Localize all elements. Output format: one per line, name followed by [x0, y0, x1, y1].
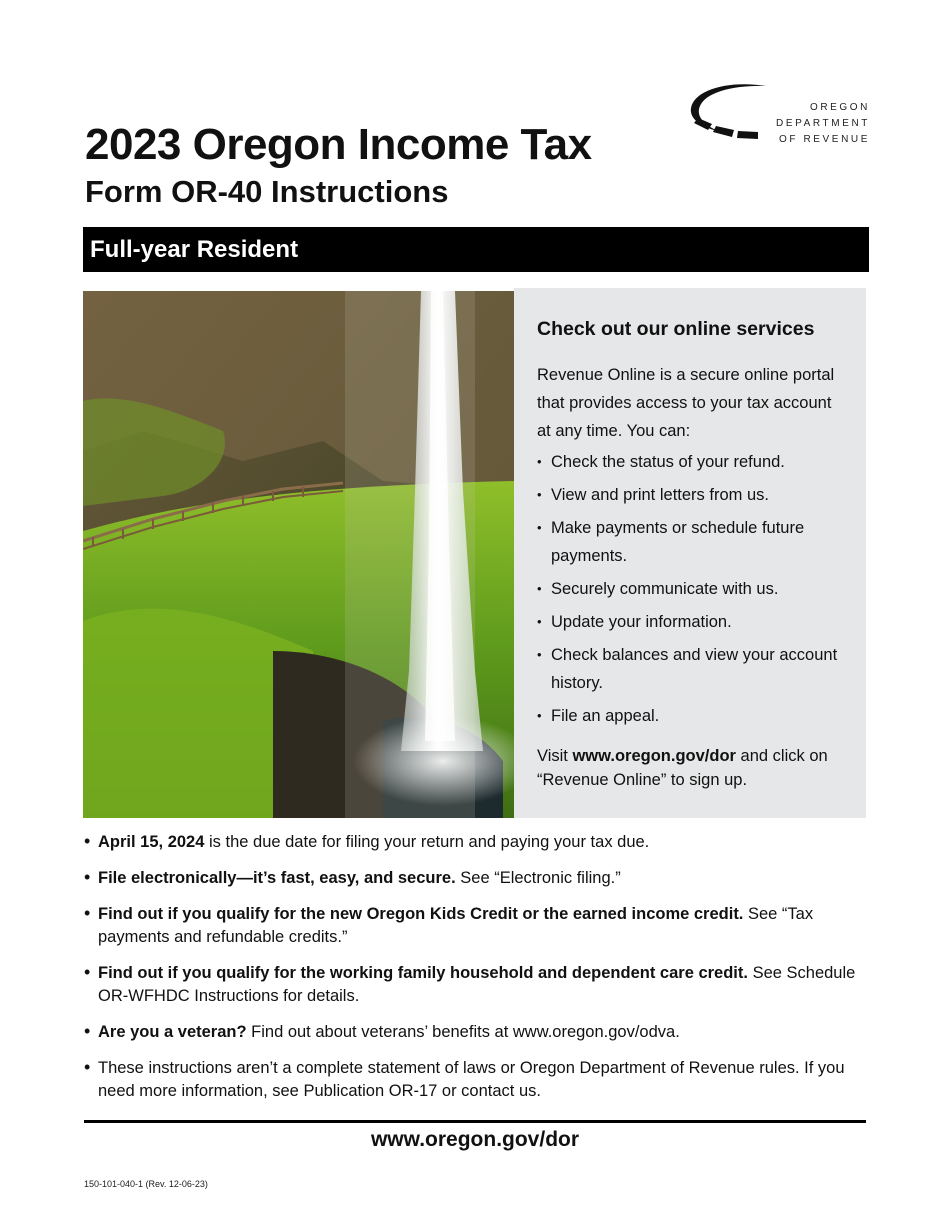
service-item-balances: • Check balances and view your account history.: [537, 641, 844, 697]
note-veteran: [84, 1021, 884, 1044]
footer-url-link[interactable]: www.oregon.gov/dor: [370, 1128, 580, 1151]
logo-line-2: DEPARTMENT: [776, 118, 870, 129]
logo-swoosh-icon: [688, 82, 768, 144]
visit-url-link[interactable]: www.oregon.gov/dor: [572, 747, 736, 765]
page-subtitle: Form OR-40 Instructions: [85, 174, 449, 209]
logo-wordmark: [776, 100, 870, 148]
note-bold-text: April 15, 2024: [98, 833, 205, 851]
note-bold-text: Find out if you qualify for the new Oregon Kids Credit or the earned income credit.: [98, 905, 744, 923]
online-services-heading: Check out our online services: [537, 318, 815, 340]
note-text: These instructions aren’t a complete statement of laws or Oregon Department of Revenue rules. If you need more information, see Publication OR-17 or contact us.: [98, 1059, 845, 1100]
footer-divider: [84, 1120, 866, 1123]
service-item-communicate: • Securely communicate with us.: [537, 575, 844, 603]
note-kids-credit: [84, 903, 884, 949]
service-item-update-info: • Update your information.: [537, 608, 844, 636]
note-text: See Schedule OR-WFHDC Instructions for details.: [98, 964, 856, 1005]
service-item-payments: • Make payments or schedule future payments.: [537, 514, 844, 570]
visit-prefix: Visit: [537, 747, 573, 765]
waterfall-illustration: [83, 291, 514, 818]
form-revision-code: 150-101-040-1 (Rev. 12-06-23): [84, 1179, 208, 1189]
note-electronic-filing: [84, 867, 884, 890]
note-text: is the due date for filing your return and paying your tax due.: [204, 833, 650, 851]
note-bold-text: Find out if you qualify for the working family household and dependent care credit.: [98, 964, 748, 982]
online-services-intro: Revenue Online is a secure online portal that provides access to your tax account at any time. You can:: [537, 366, 835, 440]
visit-instructions: [537, 744, 844, 792]
oregon-dor-logo: [688, 82, 874, 144]
service-item-view-letters: • View and print letters from us.: [537, 481, 844, 509]
note-due-date: [84, 831, 884, 854]
note-text: See “Electronic filing.”: [455, 869, 621, 887]
page-title: 2023 Oregon Income Tax: [85, 120, 592, 169]
resident-banner: Full-year Resident: [83, 227, 869, 272]
note-bold-text: Are you a veteran?: [98, 1023, 247, 1041]
note-disclaimer: [84, 1057, 884, 1103]
service-item-refund-status: • Check the status of your refund.: [537, 448, 844, 476]
note-wfhdc: [84, 962, 884, 1008]
online-services-list: [537, 448, 844, 730]
note-text: See “Tax payments and refundable credits.”: [98, 905, 814, 946]
logo-line-1: OREGON: [809, 102, 870, 113]
service-item-appeal: • File an appeal.: [537, 702, 844, 730]
logo-line-3: OF REVENUE: [778, 134, 870, 145]
note-text: Find out about veterans’ benefits at www.oregon.gov/odva.: [246, 1023, 680, 1041]
important-notes: [84, 831, 884, 1116]
waterfall-photo: [83, 291, 514, 818]
note-bold-text: File electronically—it’s fast, easy, and secure.: [98, 869, 456, 887]
online-services-panel: [514, 288, 866, 818]
visit-suffix: and click on “Revenue Online” to sign up.: [537, 747, 828, 789]
